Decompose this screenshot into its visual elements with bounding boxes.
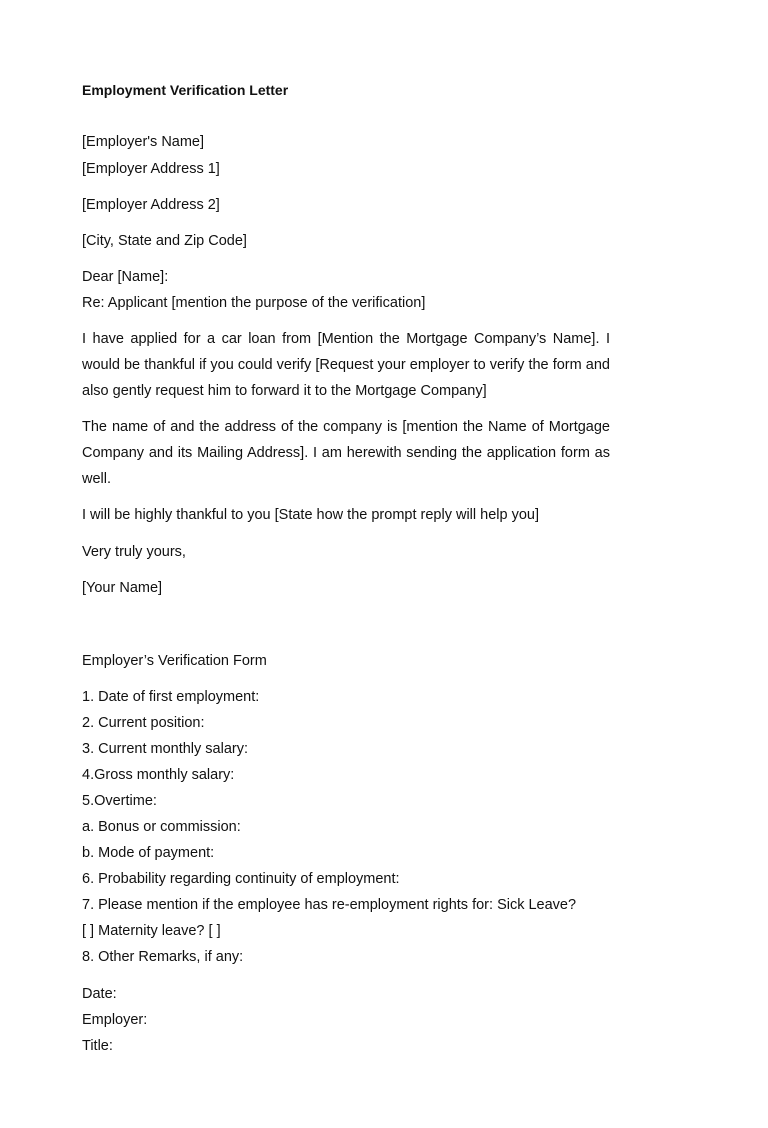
form-item-current-position: 2. Current position: bbox=[82, 715, 205, 731]
form-item-continuity: 6. Probability regarding continuity of employment: bbox=[82, 871, 400, 887]
closing: Very truly yours, bbox=[82, 544, 186, 560]
employer-address-2: [Employer Address 2] bbox=[82, 197, 220, 213]
footer-date: Date: bbox=[82, 986, 117, 1002]
form-item-maternity-leave: [ ] Maternity leave? [ ] bbox=[82, 923, 221, 939]
employer-name: [Employer's Name] bbox=[82, 134, 205, 150]
form-item-date-first-employment: 1. Date of first employment: bbox=[82, 689, 260, 705]
form-title: Employer’s Verification Form bbox=[82, 653, 267, 669]
form-item-reemployment-rights: 7. Please mention if the employee has re-employment rights for: Sick Leave? bbox=[82, 897, 577, 913]
form-item-current-monthly-salary: 3. Current monthly salary: bbox=[82, 741, 249, 757]
form-item-overtime: 5.Overtime: bbox=[82, 793, 157, 809]
footer-employer: Employer: bbox=[82, 1012, 148, 1028]
form-item-mode-of-payment: b. Mode of payment: bbox=[82, 845, 215, 861]
body-paragraph-2: The name of and the address of the company is [mention the Name of Mortgage Company and its Mailing Address]. I am herewith sending the application form as well. bbox=[82, 419, 610, 487]
body-paragraph-1: I have applied for a car loan from [Mention the Mortgage Company’s Name]. I would be thankful if you could verify [Request your employer to verify the form and also gently request him to forward it to the Mortgage Company] bbox=[82, 331, 610, 399]
subject-line: Re: Applicant [mention the purpose of the verification] bbox=[82, 295, 426, 311]
body-paragraph-3: I will be highly thankful to you [State how the prompt reply will help you] bbox=[82, 507, 539, 523]
signature-placeholder: [Your Name] bbox=[82, 580, 163, 596]
letter-title: Employment Verification Letter bbox=[82, 82, 289, 98]
employer-city-state-zip: [City, State and Zip Code] bbox=[82, 233, 247, 249]
form-item-other-remarks: 8. Other Remarks, if any: bbox=[82, 949, 244, 965]
form-item-gross-monthly-salary: 4.Gross monthly salary: bbox=[82, 767, 235, 783]
form-item-bonus-commission: a. Bonus or commission: bbox=[82, 819, 241, 835]
footer-title: Title: bbox=[82, 1038, 113, 1054]
employer-address-1: [Employer Address 1] bbox=[82, 161, 220, 177]
salutation: Dear [Name]: bbox=[82, 269, 169, 285]
